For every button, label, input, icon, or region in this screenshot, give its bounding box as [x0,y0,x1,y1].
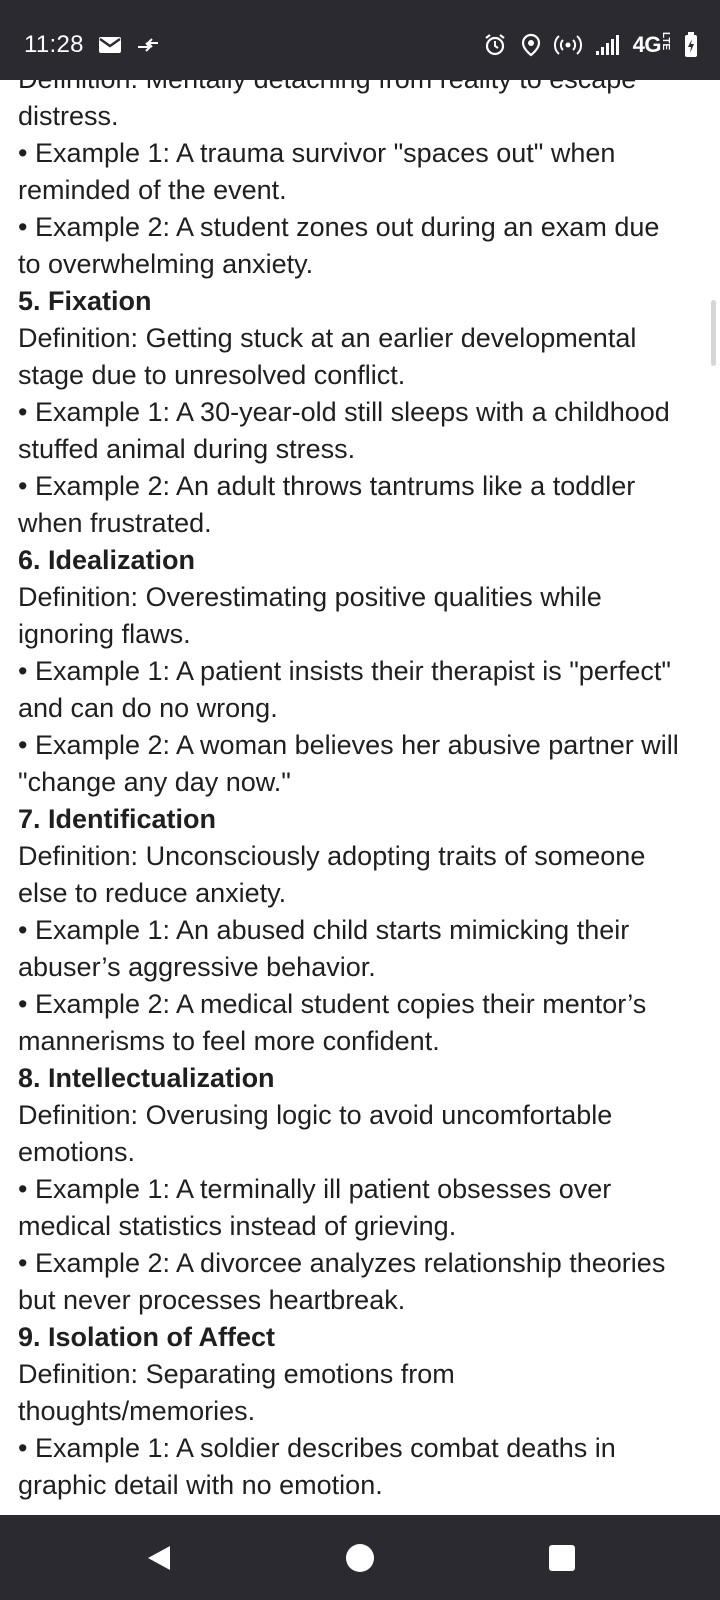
location-icon [521,33,541,57]
back-triangle-icon [144,1542,176,1574]
text-line: Definition: Overestimating positive qualities while [18,582,602,612]
text-line: abuser’s aggressive behavior. [18,952,376,982]
status-right [483,28,698,62]
text-line: • Example 2: A medical student copies their mentor’s [18,989,647,1019]
home-circle-icon [344,1542,376,1574]
text-line: • Example 2: A student zones out during an exam due [18,212,660,242]
text-line: • Example 1: A 30-year-old still sleeps with a childhood [18,397,670,427]
text-line: but never processes heartbreak. [18,1285,406,1315]
document-text [18,61,708,1504]
back-button[interactable] [144,1542,176,1574]
home-button[interactable] [344,1542,376,1574]
text-line: • Example 1: A soldier describes combat deaths in [18,1433,616,1463]
text-line: • Example 1: A terminally ill patient obsesses over [18,1174,612,1204]
text-line: when frustrated. [18,508,212,538]
recents-square-icon [546,1542,578,1574]
section-heading: 8. Intellectualization [18,1063,275,1093]
network-type [633,32,670,58]
text-line: Definition: Separating emotions from [18,1359,455,1389]
text-line: thoughts/memories. [18,1396,256,1426]
section-heading: 7. Identification [18,804,217,834]
text-line: mannerisms to feel more confident. [18,1026,440,1056]
text-line: to overwhelming anxiety. [18,249,314,279]
network-label: 4G [632,32,661,57]
battery-icon [684,32,698,58]
text-line: else to reduce anxiety. [18,878,287,908]
status-bar [0,0,720,80]
status-left [24,28,160,62]
network-sub-label: LTE [660,32,671,51]
text-line: • Example 1: A patient insists their therapist is "perfect" [18,656,671,686]
navigation-bar [0,1515,720,1600]
recents-button[interactable] [546,1542,578,1574]
text-line: Definition: Overusing logic to avoid uncomfortable [18,1100,613,1130]
section-heading: 6. Idealization [18,545,196,575]
alarm-icon [483,33,507,57]
text-line: emotions. [18,1137,136,1167]
text-line: "change any day now." [18,767,291,797]
status-time: 11:28 [24,31,84,58]
text-line: • Example 2: A woman believes her abusive partner will [18,730,679,760]
section-heading: 5. Fixation [18,286,152,316]
mail-icon [98,35,122,55]
text-line: distress. [18,101,119,131]
hotspot-icon [555,33,581,57]
text-line: stage due to unresolved conflict. [18,360,406,390]
text-line: graphic detail with no emotion. [18,1470,383,1500]
text-line: medical statistics instead of grieving. [18,1211,457,1241]
data-transfer-icon [136,35,160,55]
text-line: • Example 2: An adult throws tantrums like a toddler [18,471,636,501]
section-heading: 9. Isolation of Affect [18,1322,276,1352]
text-line: • Example 2: A divorcee analyzes relationship theories [18,1248,666,1278]
text-line: stuffed animal during stress. [18,434,356,464]
text-line: • Example 1: An abused child starts mimicking their [18,915,630,945]
text-line: Definition: Unconsciously adopting traits of someone [18,841,646,871]
text-line: reminded of the event. [18,175,287,205]
text-line: and can do no wrong. [18,693,278,723]
document-view[interactable] [0,80,720,1515]
signal-icon [595,34,619,56]
text-line: • Example 1: A trauma survivor "spaces out" when [18,138,616,168]
text-line: Definition: Getting stuck at an earlier developmental [18,323,637,353]
scrollbar-thumb[interactable] [711,300,716,366]
text-line: ignoring flaws. [18,619,191,649]
